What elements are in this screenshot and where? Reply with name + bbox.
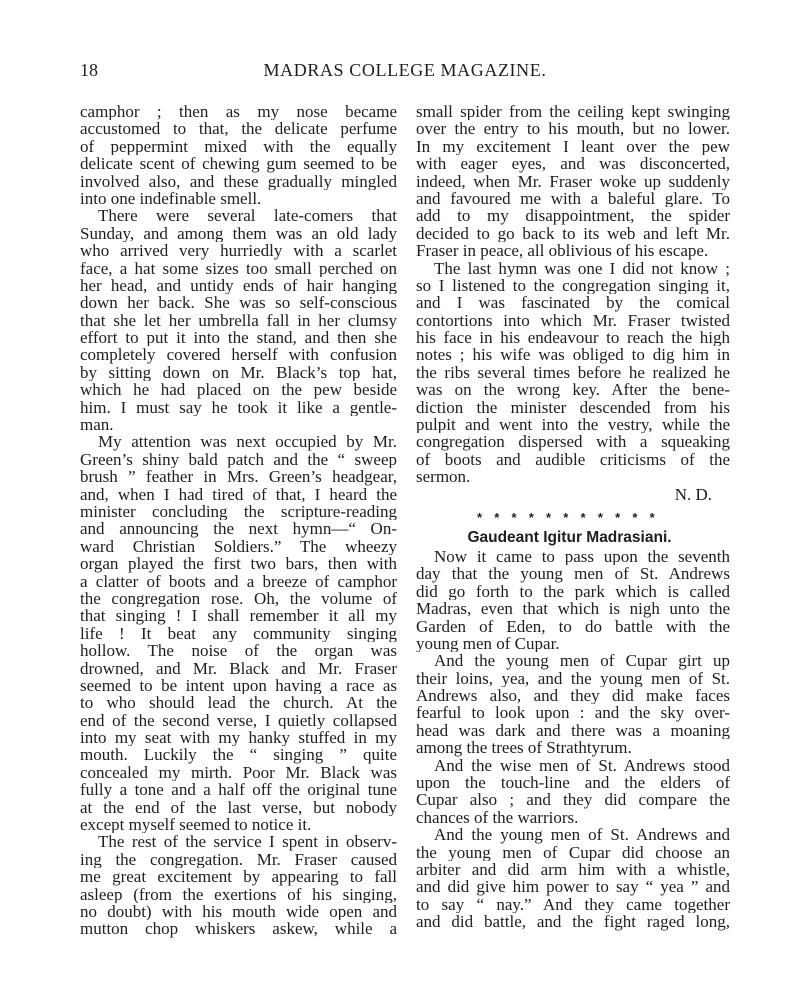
text-line: except myself seemed to notice it. [80,816,312,834]
text-line: did go forth to the park which is called [416,582,730,601]
text-line: and announcing the next hymn—“ On- [80,520,397,538]
text-line: his face in his endeavour to reach the high [416,329,730,347]
text-line: Green’s shiny bald patch and the “ sweep [80,450,397,469]
text-line: My attention was next occupied by Mr. [98,433,397,451]
text-line: me great excitement by appearing to fall [80,868,397,886]
paragraph [80,103,397,207]
text-line: so I listened to the congregation singing it, [416,276,730,295]
text-line: the ribs several times before he realized he [416,363,730,382]
text-line: to say “ nay.” And they came together [416,895,730,914]
text-line: her head, and untidy ends of hair hanging [80,276,397,295]
paragraph [416,260,730,486]
text-line: involved also, and these gradually mingled [80,172,397,190]
text-line: minister concluding the scripture-reading [80,502,397,521]
text-line: young men of Cupar. [416,634,560,653]
text-line: Andrews also, and they did make faces [416,687,730,705]
article-body [416,548,730,931]
text-line: was on the wrong key. After the bene- [416,381,730,399]
text-line: head was dark and there was a moaning [416,721,730,740]
text-line: decided to go back to its web and left Mr. [416,224,730,243]
left-column [80,103,397,938]
text-line: and, when I had tired of that, I heard the [80,485,397,503]
paragraph [80,433,397,833]
text-line: brush ” feather in Mrs. Green’s headgear, [80,468,397,486]
text-line: over the entry to his mouth, but no lower. [416,120,730,138]
text-line: accustomed to that, the delicate perfume [80,120,397,138]
text-line: of boots and audible criticisms of the [416,450,730,469]
text-line: who arrived very hurriedly with a scarlet [80,242,397,260]
text-line: And the wise men of St. Andrews stood [434,756,730,775]
text-line: pulpit and went into the vestry, while the [416,416,730,434]
text-line: Now it came to pass upon the seventh [434,547,730,566]
text-line: notes ; his wife was obliged to dig him in [416,346,730,364]
text-line: Sunday, and among them was an old lady [80,224,397,243]
page-number: 18 [80,60,98,80]
text-line: diction the minister descended from his [416,398,730,417]
text-line: at the end of the last verse, but nobody [80,798,397,817]
text-line: arbiter and did arm him with a whistle, [416,861,730,879]
text-line: camphor ; then as my nose became [80,103,397,121]
paragraph [416,548,730,652]
text-line: him. I must say he took it like a gentle- [80,398,397,417]
text-line: upon the touch-line and the elders of [416,774,730,792]
text-line: The last hymn was one I did not know ; [434,259,730,277]
text-line: that singing ! I shall remember it all my [80,607,397,625]
text-line: fearful to look upon : and the sky over- [416,704,730,722]
section-divider: * * * * * * * * * * * [476,509,660,525]
right-column [416,103,730,931]
text-line: with eager eyes, and was disconcerted, [416,155,730,173]
text-line: man. [80,416,114,434]
text-line: Fraser in peace, all oblivious of his escape. [416,242,709,260]
text-line: to who should lead the church. At the [80,694,397,712]
text-line: and did give him power to say “ yea ” and [416,878,730,896]
text-line: delicate scent of chewing gum seemed to be [80,155,397,173]
text-line: into one indefinable smell. [80,189,262,208]
text-line: and favoured me with a baleful glare. To [416,189,730,208]
text-line: indeed, when Mr. Fraser woke up suddenly [416,172,730,190]
text-line: Garden of Eden, to do battle with the [416,617,730,635]
text-line: And the young men of St. Andrews and [434,826,730,844]
text-line: that she let her umbrella fall in her clumsy [80,311,397,330]
text-line: congregation dispersed with a squeaking [416,433,730,451]
author-initials: N. D. [674,484,712,504]
article-heading: Gaudeant Igitur Madrasiani. [467,529,672,547]
paragraph [416,652,730,756]
paragraph [80,207,397,433]
text-line: ing the congregation. Mr. Fraser caused [80,850,397,869]
text-line: drowned, and Mr. Black and Mr. Fraser [80,659,397,677]
text-line: sermon. [416,468,471,486]
text-line: contortions into which Mr. Fraser twisted [416,311,730,330]
text-line: into my seat with my hanky stuffed in my [80,729,397,747]
text-line: fully a tone and a half off the original tune [80,781,397,799]
text-line: of peppermint mixed with the equally [80,137,397,156]
text-line: and I was fascinated by the comical [416,294,730,312]
text-line: chances of the warriors. [416,808,579,827]
paragraph [416,103,730,260]
text-line: among the trees of Strathtyrum. [416,739,632,757]
text-line: no doubt) with his mouth wide open and [80,902,397,921]
text-line: add to my disappointment, the spider [416,207,730,225]
text-line: which he had placed on the pew beside [80,381,397,399]
text-line: the congregation rose. Oh, the volume of [80,589,397,608]
running-head: MADRAS COLLEGE MAGAZINE. [263,60,547,80]
text-line: asleep (from the exertions of his singing, [80,885,397,903]
text-line: The rest of the service I spent in observ- [98,833,397,851]
paragraph [416,757,730,827]
text-line: In my excitement I leant over the pew [416,137,730,156]
text-line: small spider from the ceiling kept swinging [416,103,730,121]
text-line: Madras, even that which is nigh unto the [416,600,730,618]
text-line: mutton chop whiskers askew, while a [80,920,397,938]
text-line: by sitting down on Mr. Black’s top hat, [80,363,397,382]
text-line: hollow. The noise of the organ was [80,642,397,660]
text-line: end of the second verse, I quietly collapsed [80,711,397,730]
text-line: concealed my mirth. Poor Mr. Black was [80,763,397,782]
text-line: day that the young men of St. Andrews [416,565,730,583]
text-line: Cupar also ; and they did compare the [416,791,730,809]
text-line: and did battle, and the fight raged long, [416,913,730,931]
paragraph [80,833,397,937]
text-line: a clatter of boots and a breeze of camphor [80,572,397,590]
text-line: And the young men of Cupar girt up [434,652,730,670]
text-line: organ played the first two bars, then with [80,555,397,573]
text-line: seemed to be intent upon having a race as [80,676,397,695]
text-line: the young men of Cupar did choose an [416,843,730,861]
text-line: face, a hat some sizes too small perched on [80,259,397,277]
article-ending [416,103,730,486]
text-line: ward Christian Soldiers.” The wheezy [80,537,397,556]
text-line: There were several late-comers that [98,207,397,225]
text-line: completely covered herself with confusion [80,346,397,364]
text-line: effort to put it into the stand, and then she [80,329,397,347]
text-line: life ! It beat any community singing [80,624,397,643]
text-line: mouth. Luckily the “ singing ” quite [80,746,397,764]
paragraph [416,826,730,930]
text-line: down her back. She was so self-conscious [80,294,397,312]
text-line: their loins, yea, and the young men of St. [416,669,730,688]
